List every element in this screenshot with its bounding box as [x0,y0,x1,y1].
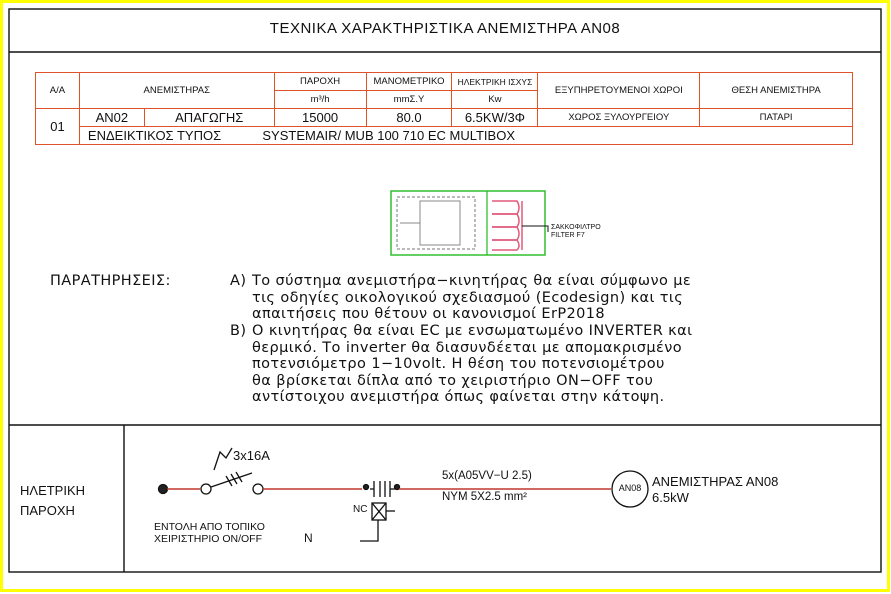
control-neutral-mark: N [304,531,313,545]
unit-pressure: mmΣ.Υ [366,91,452,109]
row-spaces: ΧΩΡΟΣ ΞΥΛΟΥΡΓΕΙΟΥ [538,109,700,127]
row-power: 6.5KW/3Φ [452,109,538,127]
row-flow: 15000 [274,109,366,127]
note-b-line: θερμικό. Το inverter θα διασυνδέεται με απομακρισμένο [252,339,682,356]
breaker-rating: 3x16A [233,448,270,463]
fan-power: 6.5kW [652,490,689,505]
header-pressure: ΜΑΝΟΜΕΤΡΙΚΟ [366,73,452,91]
note-b-marker: Β) [230,323,247,339]
header-fan: ΑΝΕΜΙΣΤΗΡΑΣ [79,73,274,109]
fan-unit-drawing [391,191,548,255]
header-aa: Α/Α [36,73,80,109]
note-a-text [252,273,691,323]
breaker-contact-left [201,484,211,494]
notes-heading: ΠΑΡΑΤΗΡΗΣΕΙΣ: [50,273,171,289]
filter-label-2: FILTER F7 [551,232,585,239]
note-b-line: θα βρίσκεται δίπλα από το χειριστήριο ON−OFF του [252,372,654,389]
note-a-line: τις οδηγίες οικολογικού σχεδιασμού (Ecodesign) και τις [252,289,684,306]
row-type: ΑΠΑΓΩΓΗΣ [144,109,274,127]
header-flow: ΠΑΡΟΧΗ [274,73,366,91]
supply-label [20,481,85,521]
header-power: ΗΛΕΚΤΡΙΚΗ ΙΣΧΥΣ [452,73,538,91]
row-pressure: 80.0 [366,109,452,127]
fan-spec-table [35,72,853,145]
supply-label-1: ΗΛΕΤΡΙΚΗ [20,483,86,498]
note-b-line: Ο κινητήρας θα είναι EC με ενσωματωμένο INVERTER και [252,323,693,339]
breaker-arrow [214,448,232,470]
filter-label [551,224,601,240]
fan-name: ΑΝΕΜΙΣΤΗΡΑΣ ΑΝ08 [652,474,779,489]
row-position: ΠΑΤΑΡΙ [700,109,853,127]
indicative-value: SYSTEMAIR/ MUB 100 710 EC MULTIBOX [262,128,515,143]
fan-tag: AN08 [618,483,642,493]
note-a-line: Το σύστημα ανεμιστήρα−κινητήρας θα είναι σύμφωνο με [252,273,692,289]
nc-label: NC [353,504,368,515]
page-title: ΤΕΧΝΙΚΑ ΧΑΡΑΚΤΗΡΙΣΤΙΚΑ ΑΝΕΜΙΣΤΗΡΑ ΑΝ08 [269,20,621,37]
local-control-2: ΧΕΙΡΙΣΤΗΡΙΟ ON/OFF [154,533,262,545]
note-a-line: απαιτήσεις που θέτουν οι κανονισμοί ErP2018 [252,306,605,322]
indicative-label: ΕΝΔΕΙΚΤΙΚΟΣ ΤΥΠΟΣ [87,128,222,143]
cable-spec-1: 5x(A05VV−U 2.5) [442,470,532,482]
row-aa: 01 [36,109,80,145]
unit-flow: m³/h [274,91,366,109]
header-spaces: ΕΞΥΠΗΡΕΤΟΥΜΕΝΟΙ ΧΩΡΟΙ [538,73,700,109]
filter-coil [492,201,522,250]
local-control-label [154,521,265,545]
breaker-contact-right [253,484,263,494]
supply-label-2: ΠΑΡΟΧΗ [20,503,75,518]
indicative-type-row [79,127,852,145]
note-b-line: αντίστοιχου ανεμιστήρα όπως φαίνεται στην κάτοψη. [252,389,665,405]
note-b-text [252,323,692,406]
filter-label-1: ΣΑΚΚΟΦΙΛΤΡΟ [551,224,601,231]
row-code: AN02 [79,109,144,127]
source-dot [159,485,168,494]
local-control-1: ΕΝΤΟΛΗ ΑΠΟ ΤΟΠΙΚΟ [154,521,265,533]
fan-description [652,474,778,506]
unit-power: Kw [452,91,538,109]
cable-spec-2: ΝΥΜ 5Χ2.5 mm² [442,491,527,503]
filter-leader [522,226,548,232]
note-a-marker: Α) [230,273,247,289]
note-b-line: ποτενσιόμετρο 1−10volt. Η θέση του ποτενσιομέτρου [252,356,665,372]
header-position: ΘΕΣΗ ΑΝΕΜΙΣΤΗΡΑ [700,73,853,109]
